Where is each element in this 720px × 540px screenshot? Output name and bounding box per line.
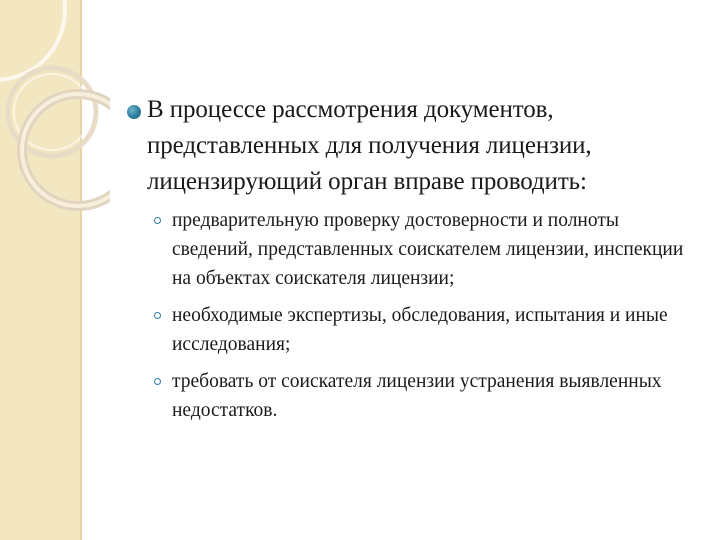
decorative-circles — [0, 0, 110, 540]
sub-bullet-icon — [154, 217, 161, 224]
sub-bullet-icon — [154, 312, 161, 319]
slide-content — [127, 92, 702, 433]
sub-bullet-item — [127, 367, 702, 425]
sub-bullet-item — [127, 206, 702, 293]
main-bullet-text: В процессе рассмотрения документов, представленных для получения лицензии, лицензирующий орган вправе проводить: — [147, 96, 592, 195]
sub-bullet-item — [127, 301, 702, 359]
main-bullet-item — [127, 92, 702, 200]
sub-bullet-icon — [154, 378, 161, 385]
sub-bullet-text: предварительную проверку достоверности и полноты сведений, представленных соискателем лицензии, инспекции на объектах соискателя лицензии; — [172, 210, 684, 289]
sub-bullet-text: требовать от соискателя лицензии устранения выявленных недостатков. — [172, 371, 662, 421]
bullet-icon — [127, 105, 141, 119]
sub-bullet-text: необходимые экспертизы, обследования, испытания и иные исследования; — [172, 305, 668, 355]
sub-bullet-list — [127, 206, 702, 425]
